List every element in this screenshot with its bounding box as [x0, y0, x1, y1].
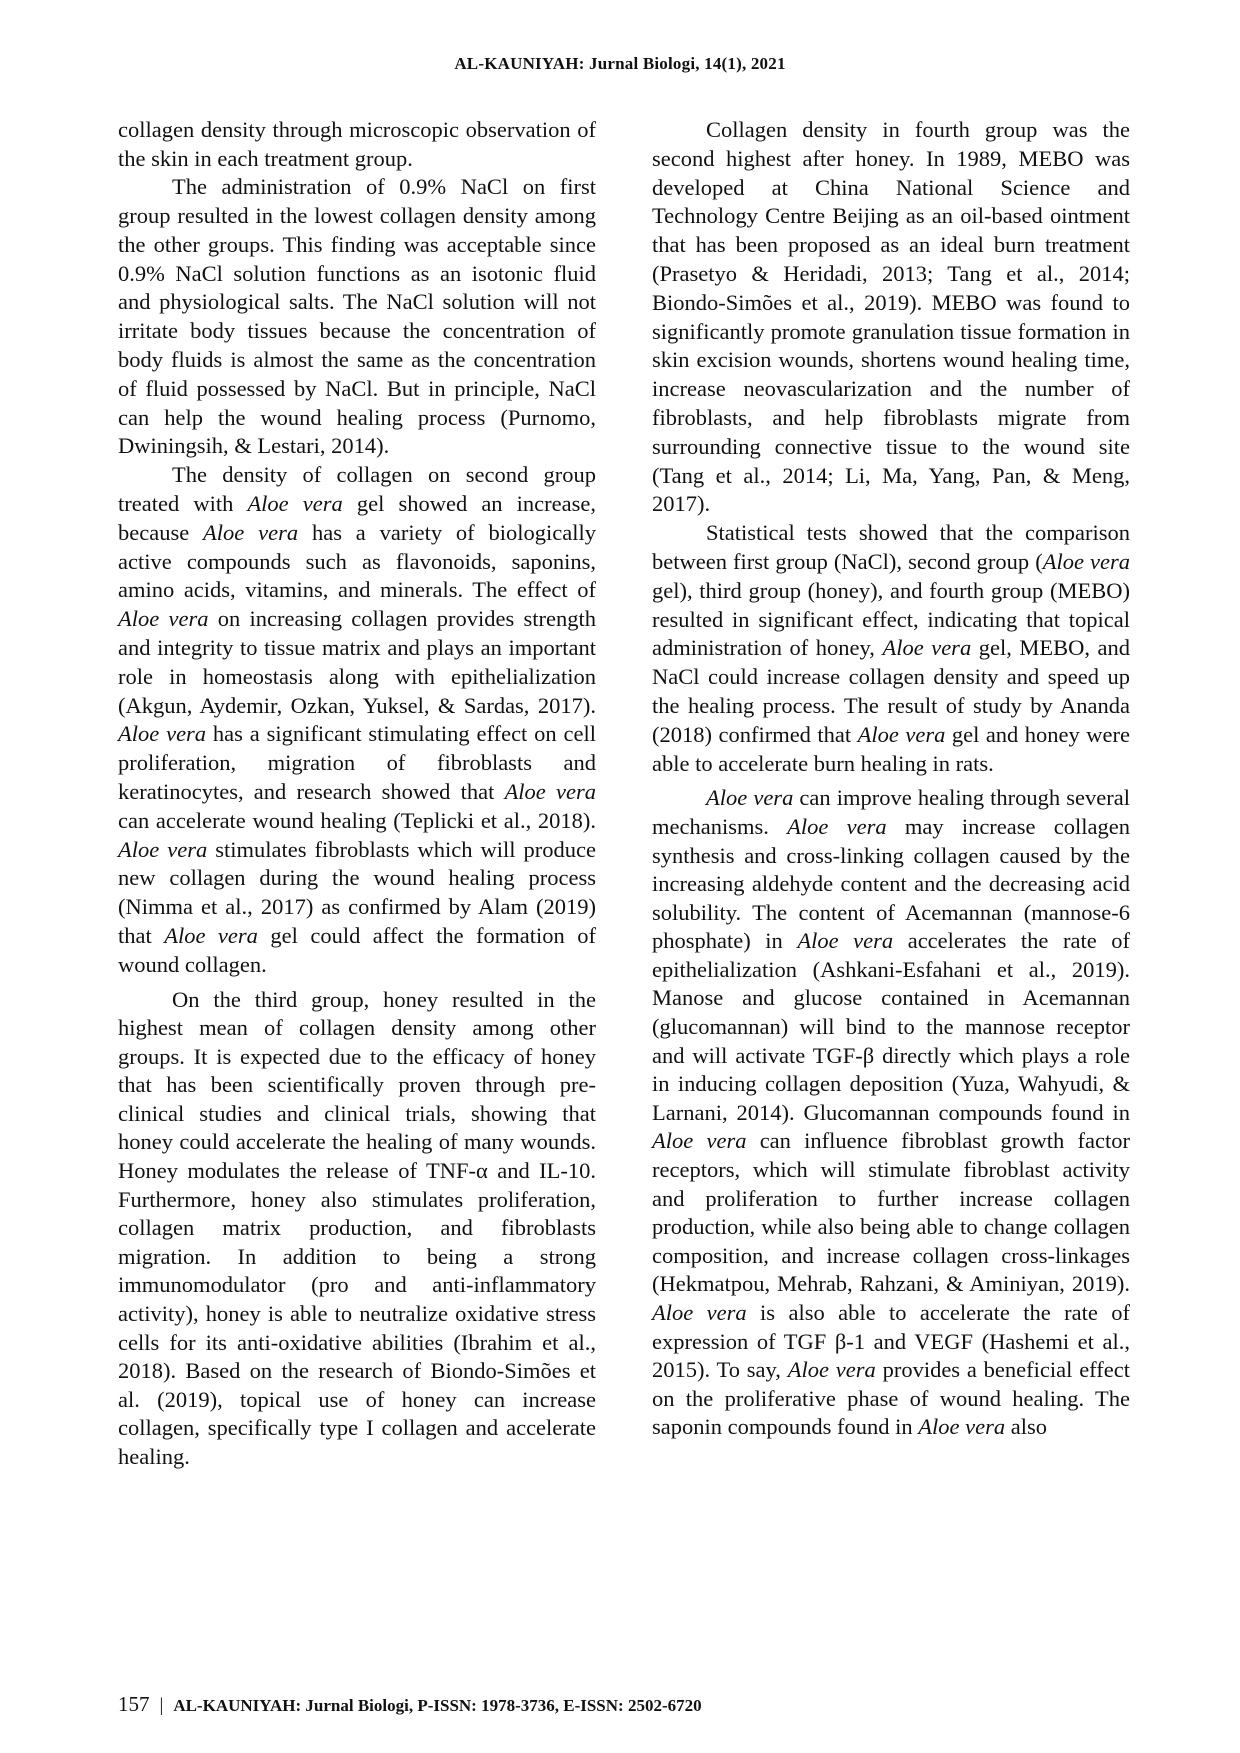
body-paragraph: The administration of 0.9% NaCl on first group resulted in the lowest collagen density among the other groups. This finding was acceptable since 0.9% NaCl solution functions as an isotonic fluid and physiological salts. The NaCl solution will not irritate body tissues because the concentration of body fluids is almost the same as the concentration of fluid possessed by NaCl. But in principle, NaCl can help the wound healing process (Purnomo, Dwiningsih, & Lestari, 2014).: [118, 174, 596, 459]
page-footer: [118, 1692, 702, 1717]
running-header: AL-KAUNIYAH: Jurnal Biologi, 14(1), 2021: [454, 54, 786, 73]
left-column: [118, 116, 596, 1472]
footer-journal-info: AL-KAUNIYAH: Jurnal Biologi, P-ISSN: 1978-3736, E-ISSN: 2502-6720: [173, 1696, 702, 1715]
right-column: [652, 116, 1130, 1442]
body-paragraph: Collagen density in fourth group was the second highest after honey. In 1989, MEBO was developed at China National Science and Technology Centre Beijing as an oil-based ointment that has been proposed as an ideal burn treatment (Prasetyo & Heridadi, 2013; Tang et al., 2014; Biondo-Simões et al., 2019). MEBO was found to significantly promote granulation tissue formation in skin excision wounds, shortens wound healing time, increase neovascularization and the number of fibroblasts, and help fibroblasts migrate from surrounding connective tissue to the wound site (Tang et al., 2014; Li, Ma, Yang, Pan, & Meng, 2017).: [652, 117, 1130, 517]
body-paragraph: The density of collagen on second group treated with Aloe vera gel showed an increase, because Aloe vera has a variety of biologically active compounds such as flavonoids, saponins, amino acids, vitamins, and minerals. The effect of Aloe vera on increasing collagen provides strength and integrity to tissue matrix and plays an important role in homeostasis along with epithelialization (Akgun, Aydemir, Ozkan, Yuksel, & Sardas, 2017). Aloe vera has a significant stimulating effect on cell proliferation, migration of fibroblasts and keratinocytes, and research showed that Aloe vera can accelerate wound healing (Teplicki et al., 2018). Aloe vera stimulates fibroblasts which will produce new collagen during the wound healing process (Nimma et al., 2017) as confirmed by Alam (2019) that Aloe vera gel could affect the formation of wound collagen.: [118, 462, 596, 977]
page-number: 157: [118, 1692, 150, 1716]
body-paragraph: Statistical tests showed that the comparison between first group (NaCl), second group (Aloe vera gel), third group (honey), and fourth group (MEBO) resulted in significant effect, indicating that topical administration of honey, Aloe vera gel, MEBO, and NaCl could increase collagen density and speed up the healing process. The result of study by Ananda (2018) confirmed that Aloe vera gel and honey were able to accelerate burn healing in rats.: [652, 520, 1131, 776]
body-paragraph: On the third group, honey resulted in the highest mean of collagen density among other groups. It is expected due to the efficacy of honey that has been scientifically proven through pre-clinical studies and clinical trials, showing that honey could accelerate the healing of many wounds. Honey modulates the release of TNF-α and IL-10. Furthermore, honey also stimulates proliferation, collagen matrix production, and fibroblasts migration. In addition to being a strong immunomodulator (pro and anti-inflammatory activity), honey is able to neutralize oxidative stress cells for its anti-oxidative abilities (Ibrahim et al., 2018). Based on the research of Biondo-Simões et al. (2019), topical use of honey can increase collagen, specifically type I collagen and accelerate healing.: [118, 986, 596, 1469]
body-paragraph: collagen density through microscopic observation of the skin in each treatment group.: [118, 117, 596, 171]
body-paragraph: Aloe vera can improve healing through several mechanisms. Aloe vera may increase collagen synthesis and cross-linking collagen caused by the increasing aldehyde content and the decreasing acid solubility. The content of Acemannan (mannose-6 phosphate) in Aloe vera accelerates the rate of epithelialization (Ashkani-Esfahani et al., 2019). Manose and glucose contained in Acemannan (glucomannan) will bind to the mannose receptor and will activate TGF-β directly which plays a role in inducing collagen deposition (Yuza, Wahyudi, & Larnani, 2014). Glucomannan compounds found in Aloe vera can influence fibroblast growth factor receptors, which will stimulate fibroblast activity and proliferation to further increase collagen production, while also being able to change collagen composition, and increase collagen cross-linkages (Hekmatpou, Mehrab, Rahzani, & Aminiyan, 2019). Aloe vera is also able to accelerate the rate of expression of TGF β-1 and VEGF (Hashemi et al., 2015). To say, Aloe vera provides a beneficial effect on the proliferative phase of wound healing. The saponin compounds found in Aloe vera also: [652, 785, 1130, 1440]
footer-separator: |: [159, 1695, 164, 1716]
